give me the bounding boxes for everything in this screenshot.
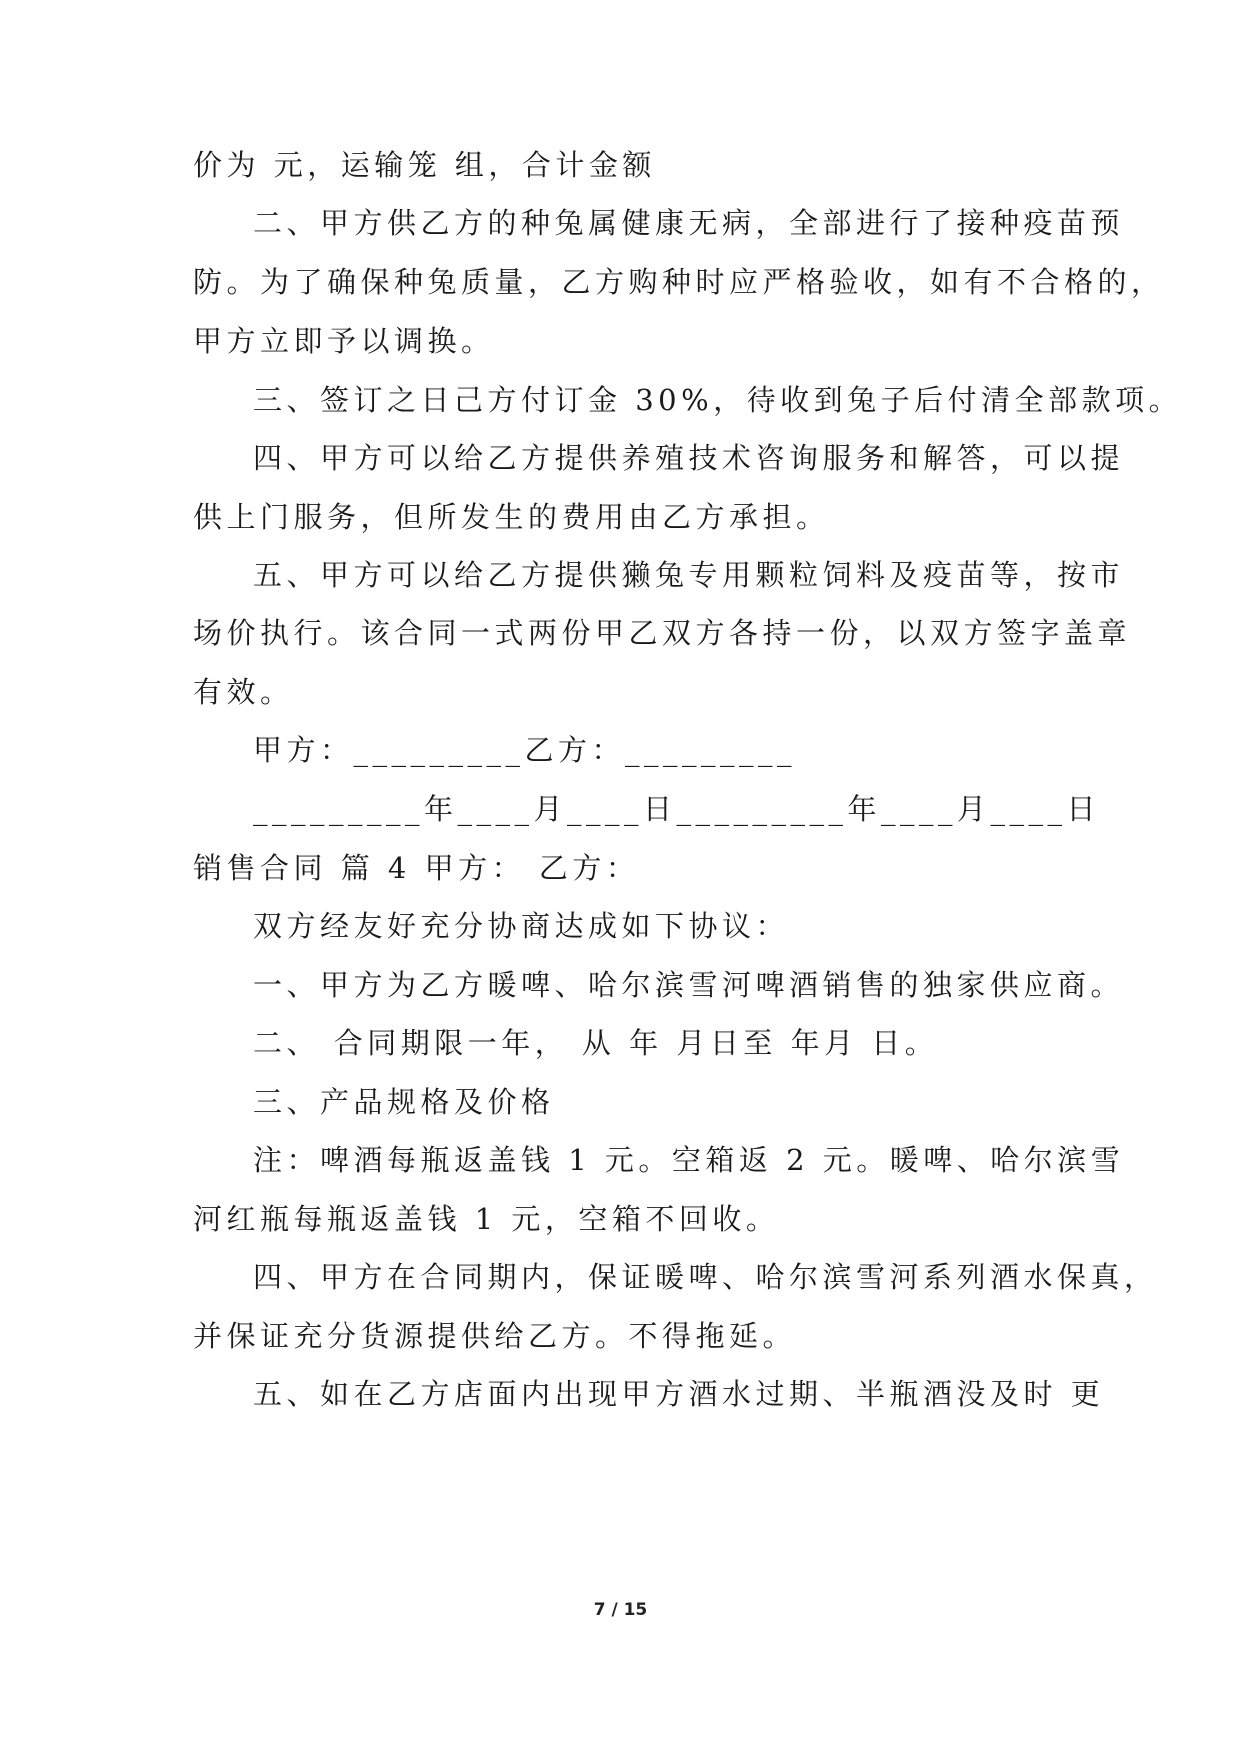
date-line: _________年____月____日_________年____月____日	[253, 792, 1101, 826]
text-line: 四、甲方在合同期内，保证暖啤、哈尔滨雪河系列酒水保真，	[253, 1260, 1158, 1294]
text-line: 防。为了确保种兔质量，乙方购种时应严格验收，如有不合格的，	[193, 265, 1165, 299]
text-line: 双方经友好充分协商达成如下协议：	[253, 909, 790, 943]
text-line: 场价执行。该合同一式两份甲乙双方各持一份，以双方签字盖章	[193, 616, 1132, 650]
text-line: 河红瓶每瓶返盖钱 1 元，空箱不回收。	[193, 1202, 780, 1236]
text-line: 五、如在乙方店面内出现甲方酒水过期、半瓶酒没及时 更	[253, 1377, 1105, 1411]
text-line: 注：啤酒每瓶返盖钱 1 元。空箱返 2 元。暖啤、哈尔滨雪	[253, 1143, 1125, 1177]
text-line: 二、甲方供乙方的种兔属健康无病，全部进行了接种疫苗预	[253, 206, 1125, 240]
text-line: 五、甲方可以给乙方提供獭兔专用颗粒饲料及疫苗等，按市	[253, 558, 1125, 592]
text-line: 并保证充分货源提供给乙方。不得拖延。	[193, 1319, 797, 1353]
text-line: 价为 元，运输笼 组，合计金额	[193, 148, 656, 182]
text-line: 甲方立即予以调换。	[193, 324, 495, 358]
text-line: 一、甲方为乙方暖啤、哈尔滨雪河啤酒销售的独家供应商。	[253, 968, 1125, 1002]
text-line: 三、签订之日己方付订金 30%，待收到兔子后付清全部款项。	[253, 383, 1183, 417]
page-number: 7 / 15	[593, 1600, 648, 1620]
signature-line: 甲方：_________乙方：_________	[253, 733, 797, 767]
text-line: 四、甲方可以给乙方提供养殖技术咨询服务和解答，可以提	[253, 441, 1125, 475]
text-line: 二、 合同期限一年， 从 年 月日至 年月 日。	[253, 1026, 939, 1060]
section-heading: 销售合同 篇 4 甲方： 乙方：	[193, 851, 640, 885]
text-line: 三、产品规格及价格	[253, 1085, 555, 1119]
text-line: 供上门服务，但所发生的费用由乙方承担。	[193, 500, 830, 534]
text-line: 有效。	[193, 675, 294, 709]
